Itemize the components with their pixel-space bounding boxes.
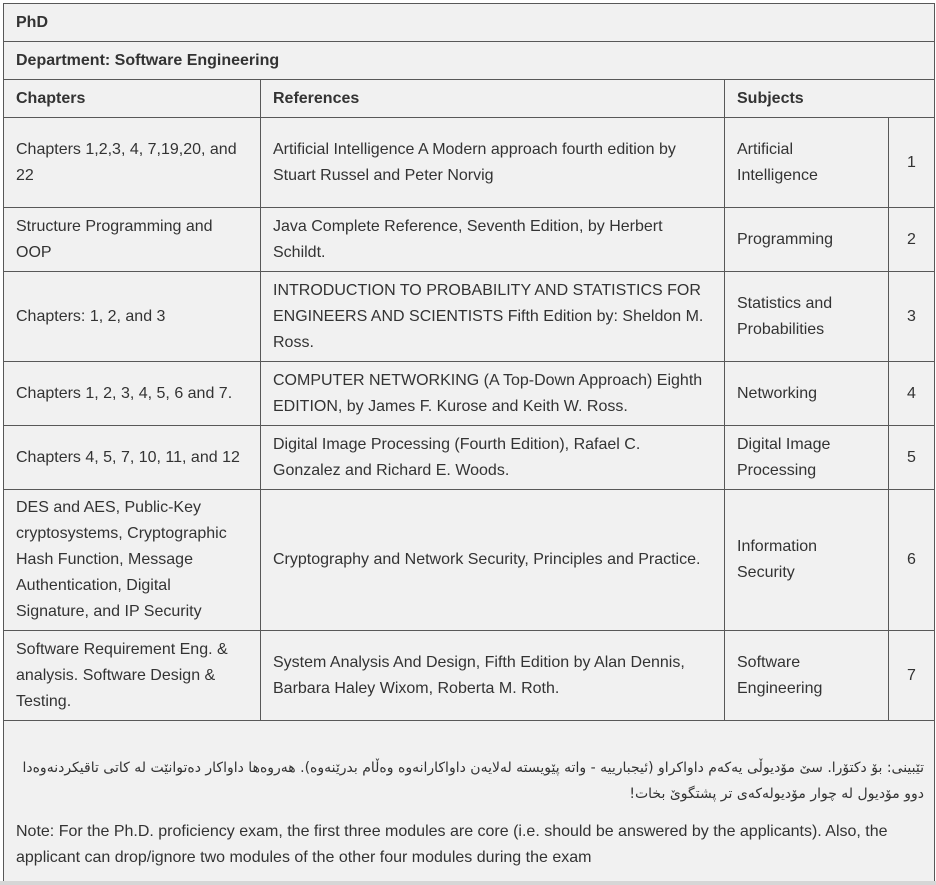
- chapters-cell: Software Requirement Eng. & analysis. Software Design & Testing.: [4, 631, 261, 721]
- table-row: [4, 426, 935, 490]
- references-header: References: [261, 80, 725, 118]
- references-cell: Artificial Intelligence A Modern approach fourth edition by Stuart Russel and Peter Norvig: [261, 118, 725, 208]
- module-number-cell: 1: [889, 118, 935, 208]
- module-number-cell: 2: [889, 208, 935, 272]
- chapters-header: Chapters: [4, 80, 261, 118]
- module-number-cell: 3: [889, 272, 935, 362]
- references-cell: INTRODUCTION TO PROBABILITY AND STATISTICS FOR ENGINEERS AND SCIENTISTS Fifth Edition by: Sheldon M. Ross.: [261, 272, 725, 362]
- table-row: [4, 490, 935, 631]
- program-row: [4, 4, 935, 42]
- subject-cell: Software Engineering: [725, 631, 889, 721]
- note-english: Note: For the Ph.D. proficiency exam, the first three modules are core (i.e. should be answered by the applicants). Also, the applicant can drop/ignore two modules of the other four modules during the exam: [16, 823, 888, 866]
- chapters-cell: Chapters 1, 2, 3, 4, 5, 6 and 7.: [4, 362, 261, 426]
- table-row: [4, 362, 935, 426]
- chapters-cell: Structure Programming and OOP: [4, 208, 261, 272]
- module-number-cell: 4: [889, 362, 935, 426]
- subject-cell: Digital Image Processing: [725, 426, 889, 490]
- references-cell: COMPUTER NETWORKING (A Top-Down Approach) Eighth EDITION, by James F. Kurose and Keith W. Ross.: [261, 362, 725, 426]
- department-title: Department: Software Engineering: [4, 42, 935, 80]
- phd-references-table: [3, 3, 935, 885]
- module-number-cell: 6: [889, 490, 935, 631]
- module-number-cell: 5: [889, 426, 935, 490]
- chapters-cell: Chapters 4, 5, 7, 10, 11, and 12: [4, 426, 261, 490]
- references-cell: Digital Image Processing (Fourth Edition), Rafael C. Gonzalez and Richard E. Woods.: [261, 426, 725, 490]
- chapters-cell: DES and AES, Public-Key cryptosystems, Cryptographic Hash Function, Message Authentication, Digital Signature, and IP Security: [4, 490, 261, 631]
- subject-cell: Information Security: [725, 490, 889, 631]
- references-cell: Cryptography and Network Security, Principles and Practice.: [261, 490, 725, 631]
- references-cell: System Analysis And Design, Fifth Edition by Alan Dennis, Barbara Haley Wixom, Roberta M. Roth.: [261, 631, 725, 721]
- subject-cell: Artificial Intelligence: [725, 118, 889, 208]
- references-cell: Java Complete Reference, Seventh Edition, by Herbert Schildt.: [261, 208, 725, 272]
- table-row: [4, 118, 935, 208]
- subject-cell: Statistics and Probabilities: [725, 272, 889, 362]
- horizontal-scrollbar[interactable]: [0, 881, 936, 885]
- subject-cell: Programming: [725, 208, 889, 272]
- department-row: [4, 42, 935, 80]
- note-row: [4, 721, 935, 885]
- module-number-cell: 7: [889, 631, 935, 721]
- subject-cell: Networking: [725, 362, 889, 426]
- column-header-row: [4, 80, 935, 118]
- chapters-cell: Chapters 1,2,3, 4, 7,19,20, and 22: [4, 118, 261, 208]
- program-title: PhD: [4, 4, 935, 42]
- note-cell: [4, 721, 935, 885]
- table-row: [4, 272, 935, 362]
- note-kurdish: تێبینی: بۆ دکتۆرا. سێ مۆدیوڵی یەکەم داواکراو (ئیجبارییە - واتە پێویستە لەلایەن داواکارانەوە وەڵام بدرێنەوە). هەروەها داواکار دەتوانێت لە کاتی تاقیکردنەوەدا دوو مۆدیول لە چوار مۆدیولەکەی تر پشتگوێ بخات!: [22, 760, 924, 802]
- table-row: [4, 631, 935, 721]
- subjects-header: Subjects: [725, 80, 935, 118]
- table-row: [4, 208, 935, 272]
- chapters-cell: Chapters: 1, 2, and 3: [4, 272, 261, 362]
